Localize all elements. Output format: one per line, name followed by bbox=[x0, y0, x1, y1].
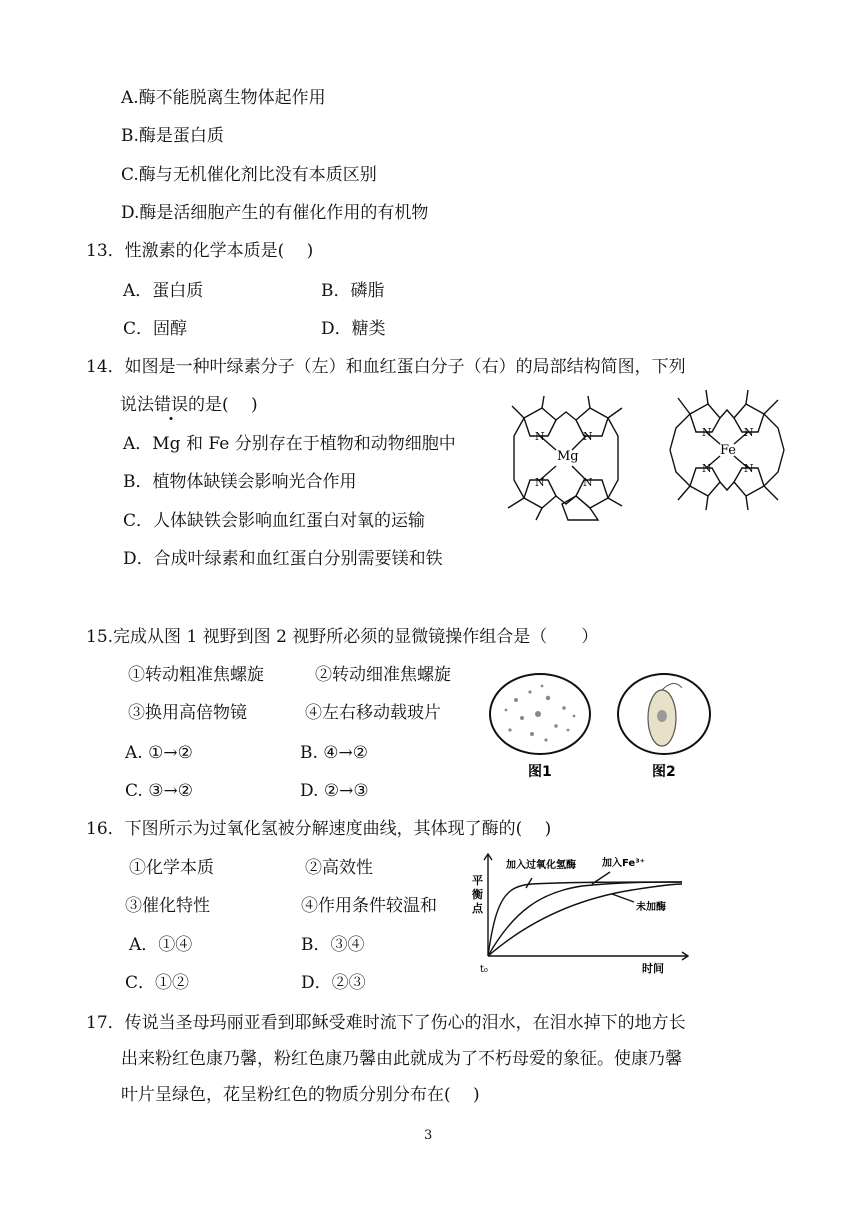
chlorophyll-n-label: N bbox=[535, 430, 545, 443]
q14-option-b: B．植物体缺镁会影响光合作用 bbox=[123, 472, 357, 492]
q13-option-a: A．蛋白质 bbox=[123, 281, 204, 301]
q16-option-b: B．③④ bbox=[301, 935, 365, 955]
q16-option-c: C．①② bbox=[125, 973, 190, 993]
chlorophyll-n-label: N bbox=[583, 476, 593, 489]
legend-fe3: 加入Fe³⁺ bbox=[602, 858, 645, 869]
q15-choice-4: ④左右移动载玻片 bbox=[305, 703, 441, 723]
q13-stem: 13．性激素的化学本质是( ) bbox=[86, 241, 314, 261]
q16-stem: 16．下图所示为过氧化氢被分解速度曲线，其体现了酶的( ) bbox=[86, 819, 552, 839]
q16-choice-1: ①化学本质 bbox=[129, 858, 214, 878]
q14-emphasis-cuowu: 错误 bbox=[154, 395, 188, 415]
chlorophyll-n-label: N bbox=[535, 476, 545, 489]
q17-line3: 叶片呈绿色，花呈粉红色的物质分别分布在( ) bbox=[121, 1085, 480, 1105]
chlorophyll-n-label: N bbox=[583, 430, 593, 443]
origin-label: t₀ bbox=[480, 964, 488, 974]
q15-option-b: B. ④→② bbox=[300, 743, 369, 763]
q14-option-a: A．Mg 和 Fe 分别存在于植物和动物细胞中 bbox=[123, 434, 456, 454]
legend-no-enzyme: 未加酶 bbox=[636, 902, 666, 913]
chlorophyll-structure-figure bbox=[496, 392, 636, 524]
q15-option-d: D. ②→③ bbox=[300, 781, 369, 801]
q15-option-c: C. ③→② bbox=[125, 781, 193, 801]
reaction-rate-chart bbox=[462, 848, 698, 974]
y-axis-label-3: 点 bbox=[472, 902, 483, 915]
q13-option-c: C．固醇 bbox=[123, 319, 188, 339]
q12-option-d: D.酶是活细胞产生的有催化作用的有机物 bbox=[121, 203, 429, 223]
q13-option-b: B．磷脂 bbox=[321, 281, 385, 301]
heme-n-label: N bbox=[702, 426, 712, 439]
q15-choice-2: ②转动细准焦螺旋 bbox=[315, 665, 451, 685]
q14-stem-line2 bbox=[120, 394, 258, 416]
fig2-label: 图2 bbox=[652, 764, 676, 780]
heme-structure-figure bbox=[660, 388, 794, 514]
page-number: 3 bbox=[424, 1128, 433, 1143]
q12-option-b: B.酶是蛋白质 bbox=[121, 126, 224, 146]
curve-no-enzyme bbox=[488, 884, 682, 956]
q16-option-d: D．②③ bbox=[301, 973, 366, 993]
q17-line2: 出来粉红色康乃馨，粉红色康乃馨由此就成为了不朽母爱的象征。使康乃馨 bbox=[121, 1049, 682, 1069]
legend-enzyme: 加入过氧化氢酶 bbox=[506, 860, 576, 871]
microscope-fields-figure bbox=[486, 670, 726, 782]
q16-choice-4: ④作用条件较温和 bbox=[301, 896, 437, 916]
q14-option-c: C．人体缺铁会影响血红蛋白对氧的运输 bbox=[123, 511, 426, 531]
x-axis-label: 时间 bbox=[642, 962, 664, 974]
heme-n-label: N bbox=[744, 426, 754, 439]
q16-choice-2: ②高效性 bbox=[305, 858, 373, 878]
q15-option-a: A. ①→② bbox=[125, 743, 193, 763]
curve-enzyme bbox=[488, 882, 682, 956]
q14-stem-post: 的是( ) bbox=[188, 395, 258, 415]
curve-fe3 bbox=[488, 882, 682, 956]
y-axis-label bbox=[471, 873, 487, 915]
q17-line1: 17．传说当圣母玛丽亚看到耶稣受难时流下了伤心的泪水，在泪水掉下的地方长 bbox=[86, 1013, 686, 1033]
heme-metal-label: Fe bbox=[720, 443, 737, 458]
q12-option-a: A.酶不能脱离生物体起作用 bbox=[121, 88, 326, 108]
q15-choice-3: ③换用高倍物镜 bbox=[128, 703, 247, 723]
q14-option-d: D．合成叶绿素和血红蛋白分别需要镁和铁 bbox=[123, 549, 443, 569]
q14-stem-pre: 说法 bbox=[120, 395, 154, 415]
q15-stem: 15.完成从图 1 视野到图 2 视野所必须的显微镜操作组合是（ ） bbox=[86, 627, 599, 647]
y-axis-label-2: 衡 bbox=[472, 888, 483, 901]
y-axis-label-1: 平 bbox=[472, 874, 483, 887]
chlorophyll-metal-label: Mg bbox=[557, 449, 579, 464]
q16-choice-3: ③催化特性 bbox=[125, 896, 210, 916]
q13-option-d: D．糖类 bbox=[321, 319, 386, 339]
heme-n-label: N bbox=[744, 462, 754, 475]
fig1-label: 图1 bbox=[528, 764, 552, 780]
q12-option-c: C.酶与无机催化剂比没有本质区别 bbox=[121, 165, 377, 185]
q16-option-a: A．①④ bbox=[129, 935, 193, 955]
q14-stem: 14．如图是一种叶绿素分子（左）和血红蛋白分子（右）的局部结构简图，下列 bbox=[86, 357, 686, 377]
heme-n-label: N bbox=[702, 462, 712, 475]
q15-choice-1: ①转动粗准焦螺旋 bbox=[128, 665, 264, 685]
